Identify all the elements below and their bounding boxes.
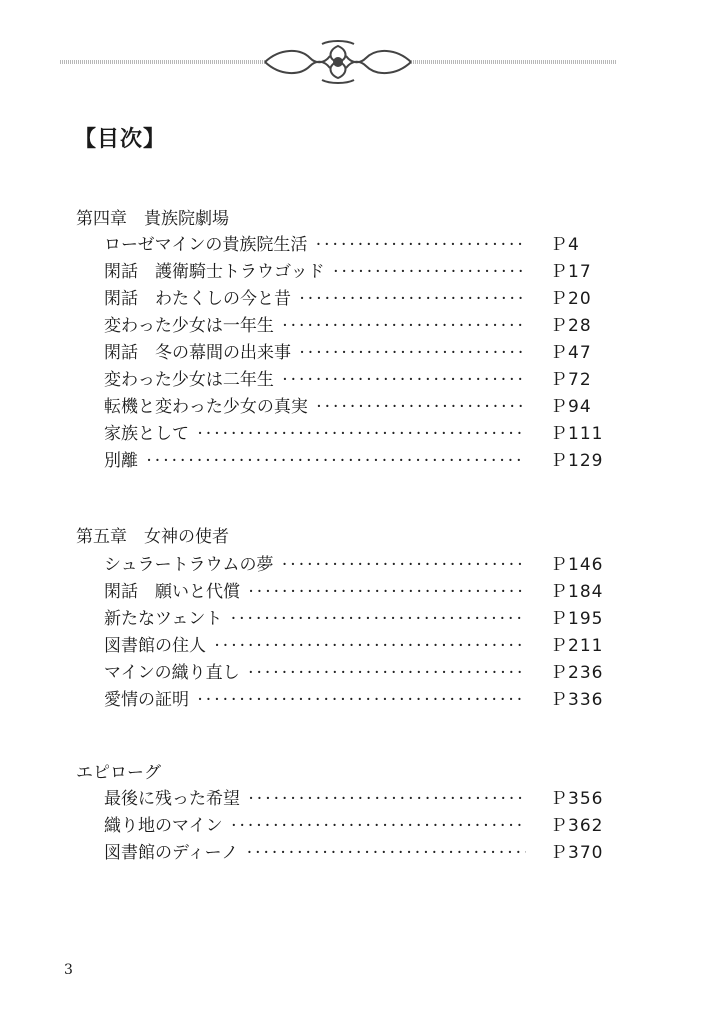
entry-page: Ｐ370 [550,843,604,863]
toc-entry[interactable] [76,840,616,867]
entry-title: 変わった少女は一年生 ····· [104,313,526,340]
toc-entry[interactable] [76,786,616,813]
entry-page: Ｐ72 [550,370,592,390]
entry-page: Ｐ20 [550,289,592,309]
toc-entry[interactable] [76,687,616,714]
toc-entry[interactable] [76,579,616,606]
entry-page: Ｐ94 [550,397,592,417]
chapter-heading: 第四章 貴族院劇場 [76,209,229,229]
page-title: 【目次】 [74,127,167,152]
entry-title: 図書館の住人 ····· [104,633,526,660]
entry-page: Ｐ211 [550,636,604,656]
entry-title: シュラートラウムの夢 ····· [104,552,526,579]
toc-entry[interactable] [76,552,616,579]
entry-title: 閑話 護衛騎士トラウゴッド ····· [104,259,526,286]
toc-section-chapter-4 [76,206,616,475]
entry-page: Ｐ362 [550,816,604,836]
decorative-header-ornament [60,38,616,86]
entry-page: Ｐ4 [550,235,580,255]
entry-title: 閑話 願いと代償 ····· [104,579,526,606]
entry-page: Ｐ129 [550,451,604,471]
entry-page: Ｐ28 [550,316,592,336]
toc-entry[interactable] [76,660,616,687]
toc-entry[interactable] [76,448,616,475]
toc-entry[interactable] [76,232,616,259]
chapter-heading: 第五章 女神の使者 [76,527,229,547]
chapter-heading: エピローグ [76,763,161,783]
entry-title: 最後に残った希望 ····· [104,786,526,813]
entry-title: マインの織り直し ····· [104,660,526,687]
entry-title: 家族として ····· [104,421,526,448]
entry-page: Ｐ184 [550,582,604,602]
entry-page: Ｐ17 [550,262,592,282]
entry-title: 閑話 わたくしの今と昔 ····· [104,286,526,313]
entry-page: Ｐ195 [550,609,604,629]
toc-section-epilogue [76,760,616,867]
toc-entry[interactable] [76,367,616,394]
entry-page: Ｐ47 [550,343,592,363]
toc-entry[interactable] [76,606,616,633]
toc-section-chapter-5 [76,524,616,714]
toc-entry[interactable] [76,313,616,340]
entry-title: 愛情の証明 ····· [104,687,526,714]
page-number: 3 [64,962,73,978]
entry-title: 閑話 冬の幕間の出来事 ····· [104,340,526,367]
toc-entry[interactable] [76,813,616,840]
entry-page: Ｐ111 [550,424,604,444]
entry-page: Ｐ236 [550,663,604,683]
entry-page: Ｐ146 [550,555,604,575]
toc-entry[interactable] [76,286,616,313]
entry-title: 別離 ····· [104,448,526,475]
entry-title: 転機と変わった少女の真実 ····· [104,394,526,421]
toc-entry[interactable] [76,259,616,286]
toc-entry[interactable] [76,394,616,421]
toc-entry[interactable] [76,421,616,448]
entry-title: 新たなツェント ····· [104,606,526,633]
toc-entry[interactable] [76,633,616,660]
entry-title: ローゼマインの貴族院生活 ····· [104,232,526,259]
entry-title: 変わった少女は二年生 ····· [104,367,526,394]
entry-title: 図書館のディーノ ····· [104,840,526,867]
entry-page: Ｐ336 [550,690,604,710]
entry-title: 織り地のマイン ····· [104,813,526,840]
toc-entry[interactable] [76,340,616,367]
entry-page: Ｐ356 [550,789,604,809]
